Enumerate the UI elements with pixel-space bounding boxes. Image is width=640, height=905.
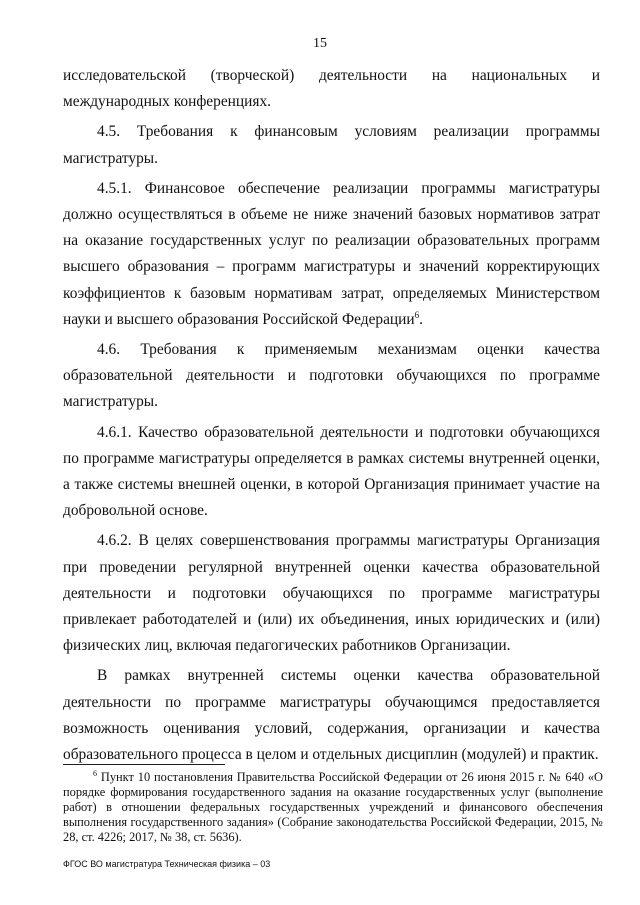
paragraph-text: В рамках внутренней системы оценки качества образовательной деятельности по программе магистратуры обучающимся предоставляется возможность оценивания условий, содержания, организации и качества образовательного процесса в целом и отдельных дисциплин (модулей) и практик. (63, 667, 600, 764)
paragraph-text: 4.6.2. В целях совершенствования программы магистратуры Организация при проведении регулярной внутренней оценки качества образовательной деятельности и подготовки обучающихся по программе магистратуры привлекает работодателей и (или) их объединения, иных юридических и (или) физических лиц, включая педагогических работников Организации. (63, 532, 600, 655)
paragraph-internal-assessment (63, 663, 600, 768)
page-number: 15 (313, 36, 327, 51)
section-heading-4-5 (63, 119, 600, 171)
body-text (63, 63, 600, 772)
paragraph-text: 4.6. Требования к применяемым механизмам оценки качества образовательной деятельности и подготовки обучающихся по программе магистратуры. (63, 341, 600, 411)
paragraph-text: 4.5. Требования к финансовым условиям реализации программы магистратуры. (63, 123, 600, 167)
paragraph-trailing: . (419, 310, 423, 328)
paragraph-text: 4.6.1. Качество образовательной деятельности и подготовки обучающихся по программе магистратуры определяется в рамках системы внутренней оценки, а также системы внешней оценки, в которой Организация принимает участие на добровольной основе. (63, 423, 600, 520)
paragraph-text: исследовательской (творческой) деятельности на национальных и международных конференциях. (63, 67, 600, 111)
paragraph-text: 4.5.1. Финансовое обеспечение реализации программы магистратуры должно осуществляться в объеме не ниже значений базовых нормативов затрат на оказание государственных услуг по реализации образовательных программ высшего образования – программ магистратуры и значений корректирующих коэффициентов к базовым нормативам затрат, определяемых Министерством науки и высшего образования Российской Федерации (63, 179, 600, 328)
footnote-text: Пункт 10 постановления Правительства Российской Федерации от 26 июня 2015 г. № 640 «О порядке формирования государственного задания на оказание государственных услуг (выполнение работ) в отношении федеральных государственных учреждений и финансового обеспечения выполнения государственного задания» (Собрание законодательства Российской Федерации, 2015, № 28, ст. 4226; 2017, № 38, ст. 5636). (63, 770, 603, 844)
footnote-marker: 6 (93, 768, 97, 778)
paragraph-continuation (63, 63, 600, 115)
paragraph-4-6-1 (63, 420, 600, 525)
footnote (63, 770, 603, 845)
paragraph-4-6-2 (63, 528, 600, 659)
footnote-separator (63, 764, 225, 765)
document-footer: ФГОС ВО магистратура Техническая физика – 03 (63, 859, 271, 869)
paragraph-4-5-1 (63, 176, 600, 333)
footnote-reference: 6 (414, 309, 420, 320)
section-heading-4-6 (63, 337, 600, 416)
